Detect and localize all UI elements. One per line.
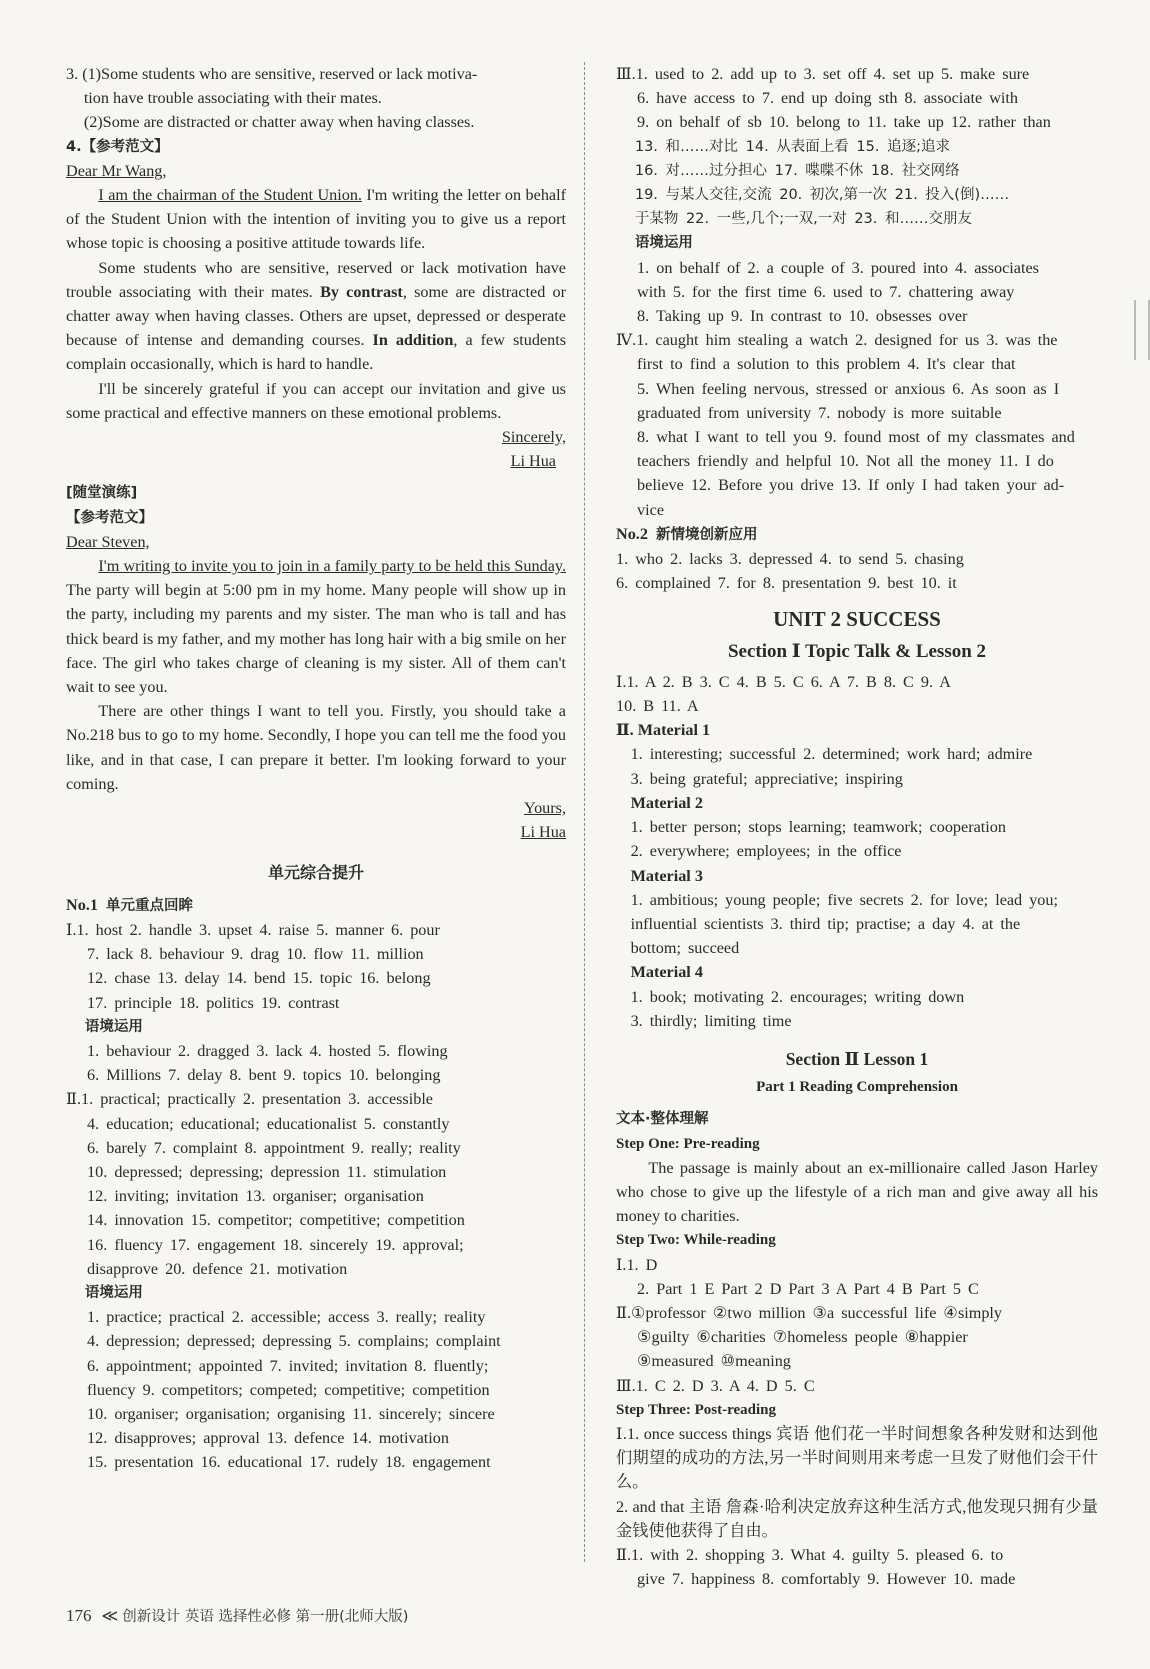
- answer-line: teachers friendly and helpful 10. Not all the money 11. I do: [637, 452, 1054, 471]
- letter2-p1-rest: The party will begin at 5:00 pm in my home. Many people will show up in the party, including my parents and my sister. The man who is tall and has thick beard is my father, and my mother has long hair with a big smile on her face. The girl who takes charge of cleaning is my sister. All of them can't wait to see you.: [66, 581, 566, 697]
- topic-sentence: I'm writing to invite you to join in a family party to be held this Sunday.: [98, 557, 566, 576]
- letter1-closing: [66, 425, 566, 449]
- answer-line: 2. everywhere; employees; in the office: [630, 842, 902, 861]
- answer-line: Ⅰ.1. host 2. handle 3. upset 4. raise 5. manner 6. pour: [66, 920, 440, 939]
- letter2-closing: [66, 796, 566, 820]
- letter1-p2-b: , some are distracted or chatter away when having classes. Others are upset, depressed or desperate because of intense and demanding courses.: [66, 282, 567, 350]
- usage-label: 语境运用: [634, 235, 693, 252]
- answer-line: believe 12. Before you drive 13. If only I had taken your ad-: [637, 476, 1065, 495]
- book-title: 创新设计 英语 选择性必修 第一册(北师大版): [122, 1609, 409, 1625]
- answer-line: Ⅲ.1. used to 2. add up to 3. set off 4. set up 5. make sure: [616, 65, 1030, 83]
- answer-line: Ⅰ.1. D: [616, 1255, 658, 1274]
- answer-line: 6. complained 7. for 8. presentation 9. best 10. it: [616, 574, 957, 593]
- no2-heading: [616, 522, 1098, 547]
- no1-label: No.1: [66, 895, 98, 914]
- answer-line: ⑤guilty ⑥charities ⑦homeless people ⑧happier: [637, 1328, 968, 1347]
- answer-line: 17. principle 18. politics 19. contrast: [87, 993, 340, 1012]
- letter1-p3: I'll be sincerely grateful if you can accept our invitation and give us some practical and effective manners on these emotional problems.: [66, 379, 566, 422]
- q3-line2: tion have trouble associating with their mates.: [83, 89, 382, 108]
- answer-line: 1. who 2. lacks 3. depressed 4. to send 5. chasing: [616, 550, 964, 569]
- usage-label: 语境运用: [84, 1018, 143, 1035]
- answer-line: 16. fluency 17. engagement 18. sincerely 19. approval;: [87, 1235, 464, 1254]
- answer-line: 10. B 11. A: [616, 697, 699, 716]
- no1-heading: [66, 893, 566, 918]
- ref-label: 【参考范文】: [66, 509, 153, 526]
- answer-line: bottom; succeed: [630, 939, 740, 958]
- answer-line: 4. depression; depressed; depressing 5. complains; complaint: [87, 1332, 501, 1351]
- material2-label: Material 2: [630, 793, 703, 812]
- material3-label: Material 3: [630, 866, 703, 885]
- q4-label: 4.【参考范文】: [66, 138, 169, 155]
- answer-line: 12. chase 13. delay 14. bend 15. topic 16. belong: [87, 969, 431, 988]
- answer-line: 1. behaviour 2. dragged 3. lack 4. hosted 5. flowing: [87, 1041, 448, 1060]
- answer-line: give 7. happiness 8. comfortably 9. However 10. made: [637, 1570, 1016, 1589]
- page-edge-mark: [1134, 300, 1150, 360]
- answer-line: 6. appointment; appointed 7. invited; invitation 8. fluently;: [87, 1356, 489, 1375]
- step3-item1: Ⅰ.1. once success things 宾语 他们花一半时间想象各种发财和达到他们期望的成功的方法,另一半时间则用来考虑一旦发了财他们会干什么。: [616, 1424, 1098, 1492]
- salutation-text: Dear Steven,: [66, 532, 150, 551]
- answer-line: 5. When feeling nervous, stressed or anxious 6. As soon as I: [637, 379, 1060, 398]
- sign-text: Li Hua: [520, 823, 566, 842]
- answer-line: 13. 和……对比 14. 从表面上看 15. 追逐;追求: [634, 138, 950, 155]
- answer-line: Ⅱ.1. with 2. shopping 3. What 4. guilty 5. pleased 6. to: [616, 1545, 1004, 1564]
- closing-text: Yours,: [524, 799, 566, 818]
- step3-label: Step Three: Post-reading: [616, 1401, 776, 1418]
- step1-label: Step One: Pre-reading: [616, 1135, 760, 1152]
- answer-line: 6. barely 7. complaint 8. appointment 9. really; reality: [87, 1138, 461, 1157]
- step1-text: The passage is mainly about an ex-millionaire called Jason Harley who chose to give up the lifestyle of a rich man and give away all his money to charities.: [616, 1158, 1098, 1226]
- part1-title: Part 1 Reading Comprehension: [756, 1079, 958, 1096]
- answer-line: with 5. for the first time 6. used to 7. chattering away: [637, 282, 1015, 301]
- sign-text: Li Hua: [510, 452, 556, 471]
- answer-line: 19. 与某人交往,交流 20. 初次,第一次 21. 投入(倒)……: [634, 187, 1010, 204]
- material4-label: Material 4: [630, 963, 703, 982]
- letter1-sign: [66, 449, 566, 473]
- unit-title: UNIT 2 SUCCESS: [773, 607, 941, 632]
- topic-sentence: I am the chairman of the Student Union.: [98, 186, 362, 205]
- letter1-p2-c: , a few students complain occasionally, which is hard to handle.: [66, 331, 567, 374]
- answer-line: ⑨measured ⑩meaning: [637, 1352, 791, 1371]
- no1-title: 单元重点回眸: [106, 897, 194, 914]
- letter1-p1-rest: I'm writing the letter on behalf of the Student Union with the intention of inviting you to give us a report whose topic is choosing a positive attitude towards life.: [66, 186, 566, 253]
- double-arrow-icon: ≪: [101, 1608, 119, 1625]
- answer-line: first to find a solution to this problem 4. It's clear that: [637, 355, 1016, 374]
- answer-line: 6. have access to 7. end up doing sth 8. associate with: [637, 89, 1018, 108]
- letter1-p1: [66, 183, 566, 256]
- answer-line: 7. lack 8. behaviour 9. drag 10. flow 11. million: [87, 945, 424, 964]
- answer-line: 1. practice; practical 2. accessible; access 3. really; reality: [87, 1308, 486, 1327]
- material1-label: Ⅱ. Material 1: [616, 721, 711, 740]
- letter1-p2-bold2: In addition: [372, 331, 454, 350]
- right-column: [616, 62, 1098, 1591]
- page-number: 176: [66, 1606, 92, 1625]
- answer-line: Ⅲ.1. C 2. D 3. A 4. D 5. C: [616, 1376, 815, 1395]
- answer-line: 15. presentation 16. educational 17. rudely 18. engagement: [87, 1453, 491, 1472]
- answer-line: 6. Millions 7. delay 8. bent 9. topics 10. belonging: [87, 1066, 441, 1085]
- answer-line: 8. Taking up 9. In contrast to 10. obsesses over: [637, 307, 968, 326]
- closing-text: Sincerely,: [501, 428, 566, 447]
- answer-line: 3. being grateful; appreciative; inspiring: [630, 769, 903, 788]
- answer-line: 于某物 22. 一些,几个;一双,一对 23. 和……交朋友: [634, 211, 973, 228]
- text-label: 文本·整体理解: [616, 1111, 709, 1128]
- answer-line: 1. book; motivating 2. encourages; writing down: [630, 987, 965, 1006]
- answer-line: 9. on behalf of sb 10. belong to 11. take up 12. rather than: [637, 113, 1051, 132]
- answer-line: 14. innovation 15. competitor; competitive; competition: [87, 1211, 465, 1230]
- letter1-p2-bold1: By contrast: [320, 282, 403, 301]
- no2-label: No.2: [616, 524, 648, 543]
- letter1-p2: [66, 256, 566, 377]
- answer-line: 2. Part 1 E Part 2 D Part 3 A Part 4 B Part 5 C: [637, 1279, 979, 1298]
- answer-line: Ⅱ.1. practical; practically 2. presentation 3. accessible: [66, 1090, 433, 1109]
- answer-line: 16. 对……过分担心 17. 喋喋不休 18. 社交网络: [634, 162, 960, 179]
- no2-title: 新情境创新应用: [656, 526, 758, 543]
- usage-label: 语境运用: [84, 1284, 143, 1301]
- answer-line: 1. better person; stops learning; teamwork; cooperation: [630, 818, 1006, 837]
- letter2-p1: [66, 554, 566, 699]
- step2-label: Step Two: While-reading: [616, 1232, 776, 1249]
- section2-title: Section Ⅱ Lesson 1: [785, 1048, 929, 1069]
- answer-line: 8. what I want to tell you 9. found most of my classmates and: [637, 428, 1075, 447]
- answer-line: 12. inviting; invitation 13. organiser; organisation: [87, 1187, 424, 1206]
- answer-line: disapprove 20. defence 21. motivation: [87, 1259, 348, 1278]
- answer-line: 4. education; educational; educationalist 5. constantly: [87, 1114, 450, 1133]
- letter2-p2: There are other things I want to tell you. Firstly, you should take a No.218 bus to go to my home. Secondly, I hope you can tell me the food you like, and in that case, I can prepare it better. I'm looking forward to your coming.: [66, 702, 566, 793]
- salutation-text: Dear Mr Wang,: [66, 161, 167, 180]
- step3-item2: 2. and that 主语 詹森·哈利决定放弃这种生活方式,他发现只拥有少量金钱使他获得了自由。: [616, 1497, 1098, 1540]
- answer-line: 1. on behalf of 2. a couple of 3. poured into 4. associates: [637, 258, 1039, 277]
- section1-title: Section Ⅰ Topic Talk & Lesson 2: [727, 640, 987, 662]
- answer-line: graduated from university 7. nobody is more suitable: [637, 403, 1002, 422]
- answer-line: influential scientists 3. third tip; practise; a day 4. at the: [630, 914, 1021, 933]
- page-footer: [66, 1605, 408, 1626]
- answer-line: vice: [637, 500, 665, 519]
- q3-line1: 3. (1)Some students who are sensitive, reserved or lack motiva-: [66, 65, 478, 83]
- letter2-sign: [66, 820, 566, 844]
- answer-line: Ⅳ.1. caught him stealing a watch 2. designed for us 3. was the: [616, 331, 1058, 350]
- answer-line: 10. organiser; organisation; organising 11. sincerely; sincere: [87, 1404, 495, 1423]
- q3-line3: (2)Some are distracted or chatter away when having classes.: [83, 113, 475, 132]
- answer-line: 12. disapproves; approval 13. defence 14. motivation: [87, 1429, 449, 1448]
- section-title: 单元综合提升: [267, 862, 364, 882]
- left-column: [66, 62, 566, 1475]
- column-divider: [584, 62, 585, 1562]
- answer-line: 3. thirdly; limiting time: [630, 1011, 792, 1030]
- letter1-salutation: [66, 159, 566, 183]
- answer-line: 10. depressed; depressing; depression 11. stimulation: [87, 1162, 447, 1181]
- answer-line: fluency 9. competitors; competed; competitive; competition: [87, 1380, 490, 1399]
- answer-line: Ⅰ.1. A 2. B 3. C 4. B 5. C 6. A 7. B 8. C 9. A: [616, 672, 951, 691]
- letter1-p2-a: Some students who are sensitive, reserved or lack motivation have trouble associating with their mates.: [66, 258, 566, 301]
- answer-line: 1. ambitious; young people; five secrets 2. for love; lead you;: [630, 890, 1058, 909]
- answer-line: 1. interesting; successful 2. determined; work hard; admire: [630, 745, 1033, 764]
- practice-label: [随堂演练]: [66, 485, 138, 502]
- answer-line: Ⅱ.①professor ②two million ③a successful life ④simply: [616, 1303, 1003, 1322]
- letter2-salutation: [66, 530, 566, 554]
